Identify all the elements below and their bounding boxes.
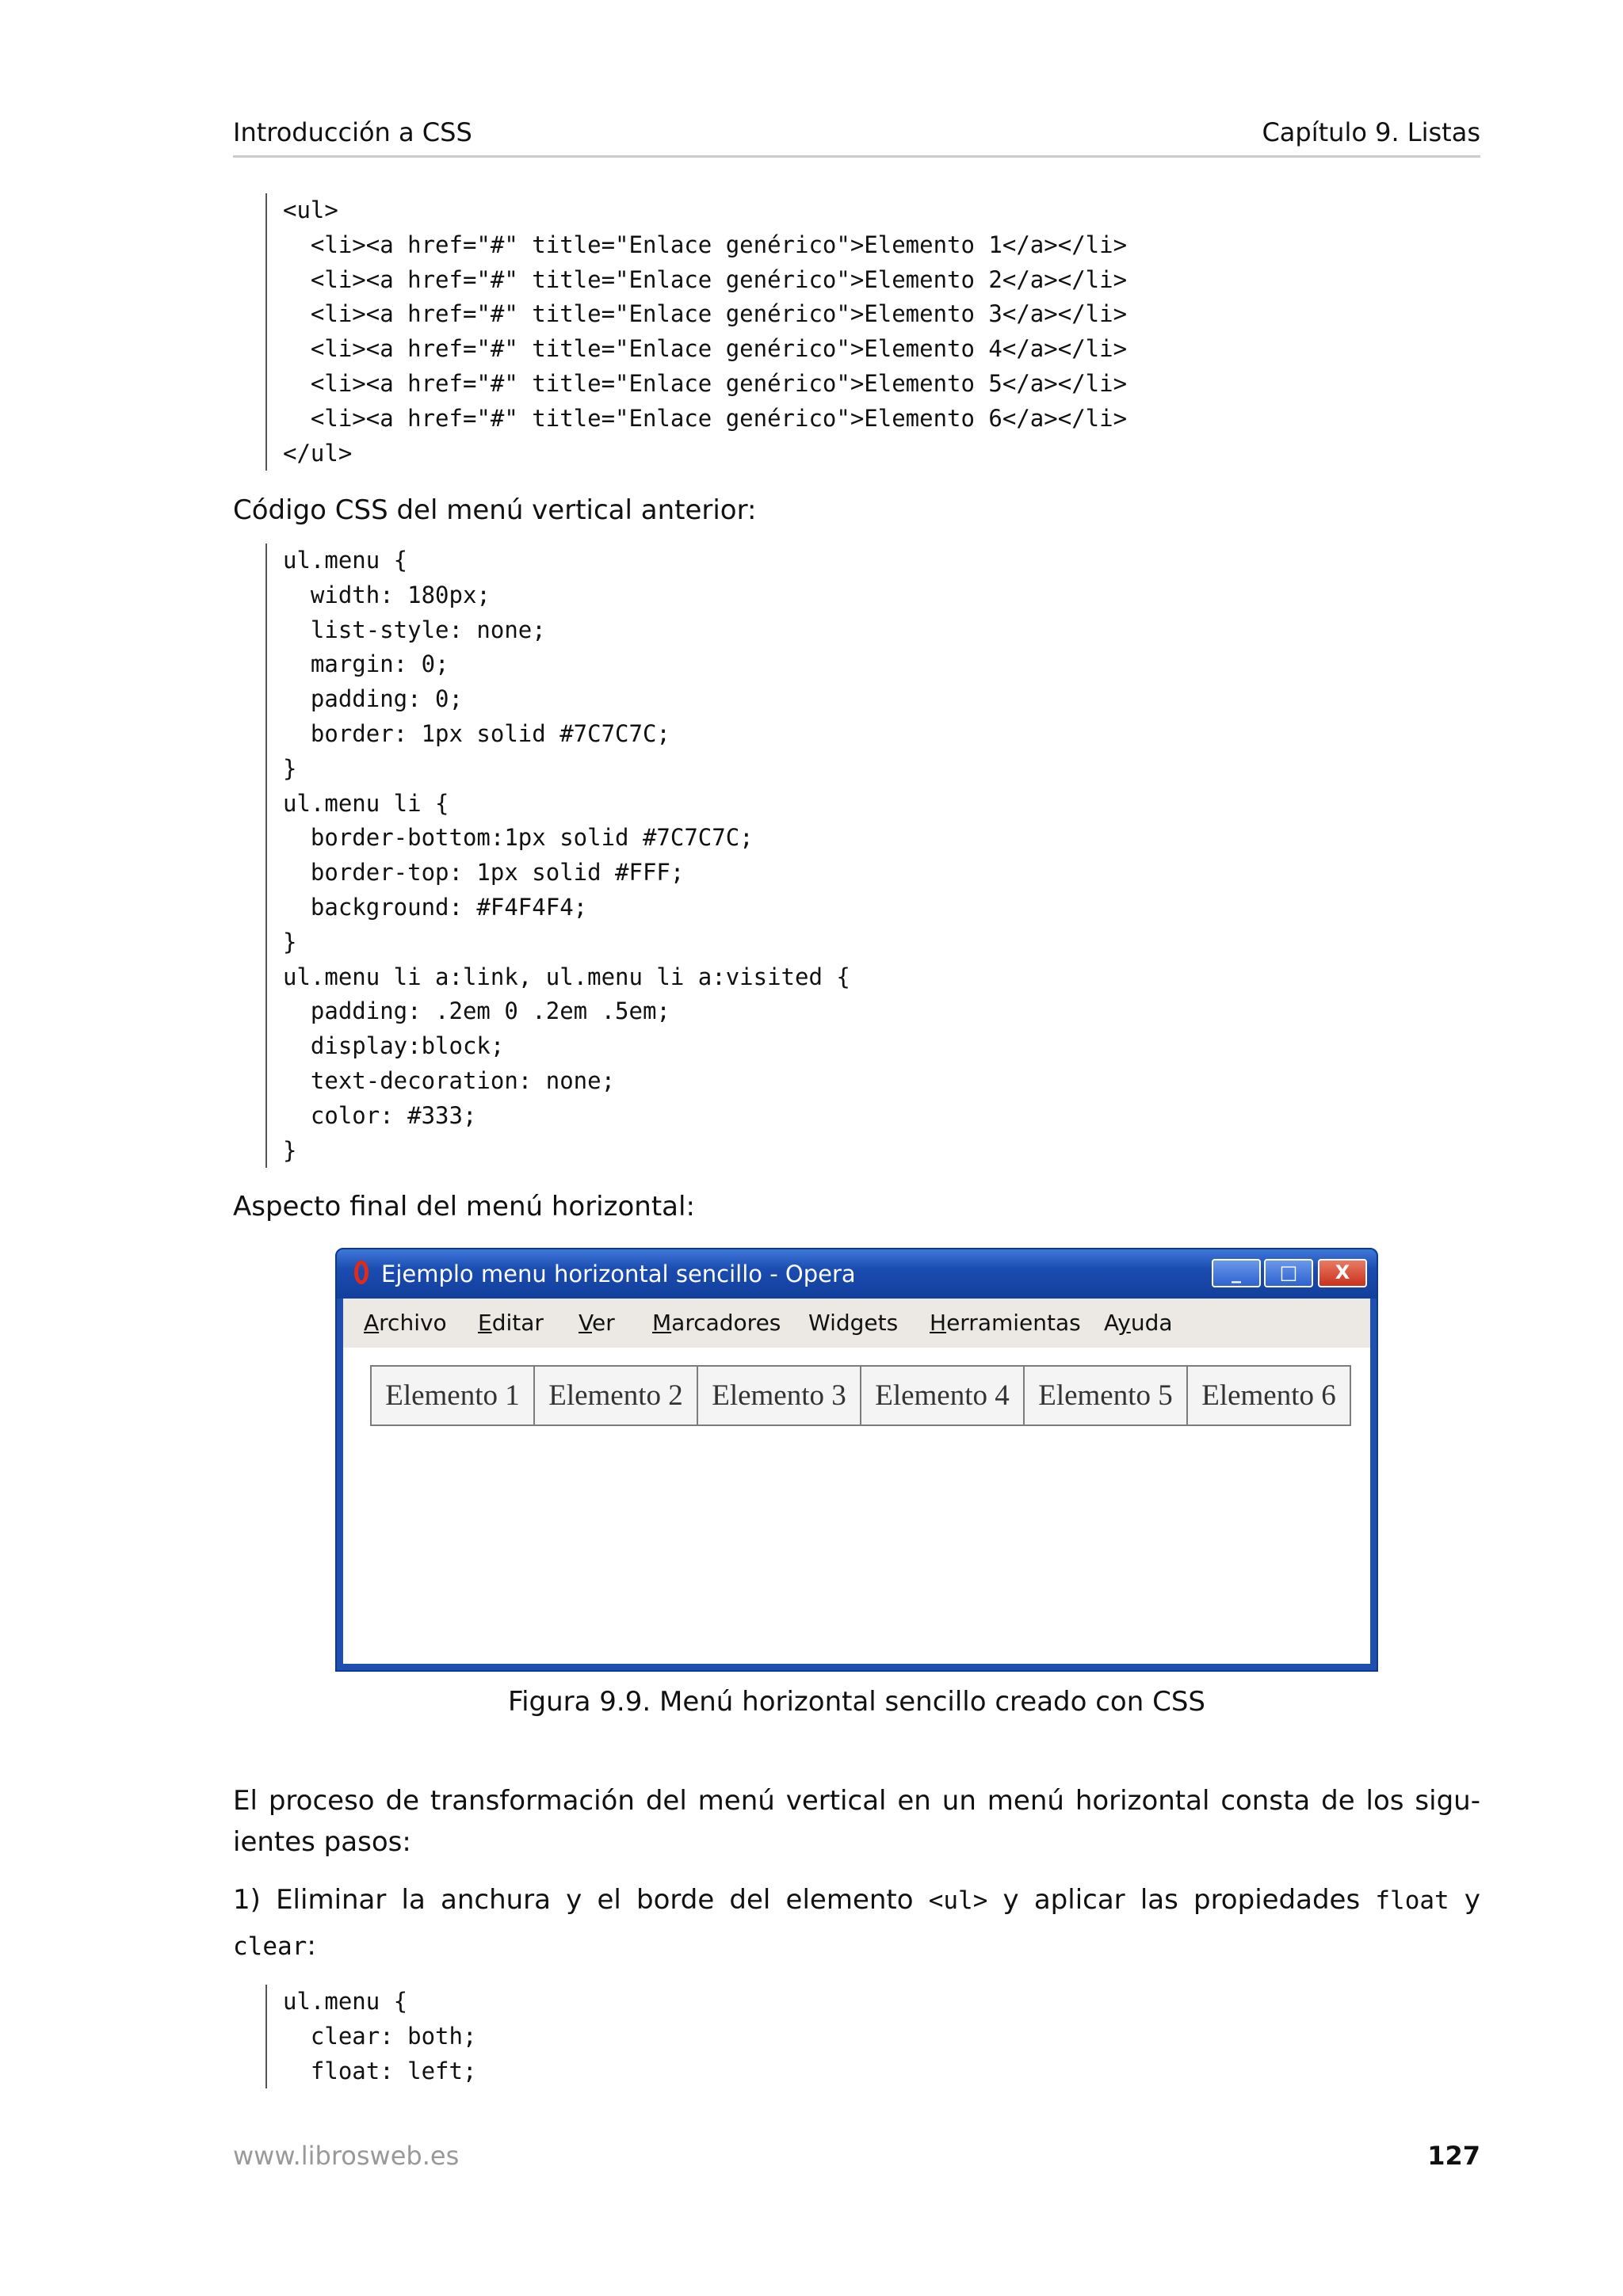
- footer-url[interactable]: www.librosweb.es: [233, 2141, 460, 2171]
- menu-link-4[interactable]: Elemento 4: [860, 1367, 1023, 1425]
- menu-link-1[interactable]: Elemento 1: [372, 1367, 533, 1425]
- running-header-right: Capítulo 9. Listas: [1262, 117, 1480, 147]
- running-header-left: Introducción a CSS: [233, 117, 472, 147]
- close-button[interactable]: X: [1318, 1259, 1367, 1287]
- menu-link-6[interactable]: Elemento 6: [1186, 1367, 1350, 1425]
- code-block-css-step1: ul.menu { clear: both; float: left;: [265, 1985, 476, 2088]
- maximize-button[interactable]: □: [1264, 1259, 1313, 1287]
- horizontal-menu: [370, 1365, 1351, 1426]
- figure-caption: Figura 9.9. Menú horizontal sencillo creado con CSS: [508, 1686, 1205, 1718]
- menu-editar[interactable]: Editar: [478, 1310, 544, 1336]
- step-1-text: 1) Eliminar la anchura y el borde del elemento <ul> y aplicar las propiedades float y: [233, 1884, 1480, 1916]
- code-block-css: ul.menu { width: 180px; list-style: none; margin: 0; padding: 0; border: 1px solid #7C7C7C; } ul.menu li { border-bottom:1px solid #7C7C7C; border-top: 1px solid #FFF; background: #F4F4F4; } ul.menu li a:link, ul.menu li a:visited { padding: .2em 0 .2em .5em; display:block; text-decoration: none; color: #333; }: [265, 543, 850, 1168]
- menu-herramientas[interactable]: Herramientas: [930, 1310, 1081, 1336]
- paragraph-line: ientes pasos:: [233, 1826, 411, 1858]
- menu-archivo[interactable]: Archivo: [364, 1310, 447, 1336]
- menu-ayuda[interactable]: Ayuda: [1104, 1310, 1173, 1336]
- browser-window: [335, 1248, 1378, 1672]
- menu-link-2[interactable]: Elemento 2: [533, 1367, 697, 1425]
- menu-bar: [343, 1299, 1370, 1348]
- menu-ver[interactable]: Ver: [579, 1310, 615, 1336]
- heading-final-look: Aspecto final del menú horizontal:: [233, 1191, 695, 1222]
- browser-content: [343, 1299, 1370, 1664]
- minimize-button[interactable]: _: [1212, 1259, 1261, 1287]
- paragraph-line: El proceso de transformación del menú vertical en un menú horizontal consta de los sigu-: [233, 1785, 1480, 1817]
- page-number: 127: [1427, 2141, 1480, 2171]
- opera-logo-icon: [354, 1261, 369, 1284]
- header-divider: [233, 155, 1480, 158]
- menu-link-5[interactable]: Elemento 5: [1023, 1367, 1186, 1425]
- menu-link-3[interactable]: Elemento 3: [697, 1367, 860, 1425]
- title-bar: [337, 1249, 1377, 1299]
- menu-widgets[interactable]: Widgets: [808, 1310, 899, 1336]
- code-block-html: <ul> <li><a href="#" title="Enlace genérico">Elemento 1</a></li> <li><a href="#" title="Enlace genérico">Elemento 2</a></li> <li><a href="#" title="Enlace genérico">Elemento 3</a></li> <li><a href="#" title="Enlace genérico">Elemento 4</a></li> <li><a href="#" title="Enlace genérico">Elemento 5</a></li> <li><a href="#" title="Enlace genérico">Elemento 6</a></li> </ul>: [265, 193, 1127, 471]
- menu-marcadores[interactable]: Marcadores: [652, 1310, 781, 1336]
- heading-css-code: Código CSS del menú vertical anterior:: [233, 494, 757, 526]
- step-1-text-line2: clear:: [233, 1930, 316, 1962]
- window-title: Ejemplo menu horizontal sencillo - Opera: [381, 1261, 856, 1287]
